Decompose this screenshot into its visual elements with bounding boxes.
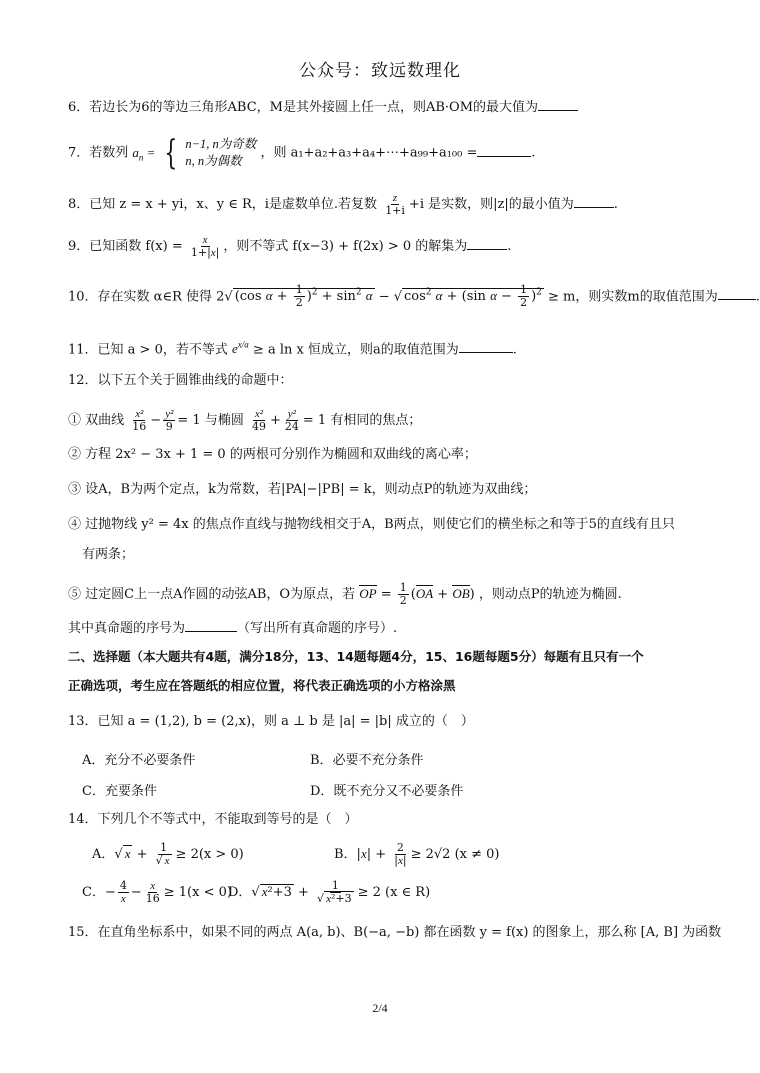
q14-option-b[interactable]: B．|x| + $\frac{2}{|x|}$ ≥ 2√2 (x ≠ 0) xyxy=(334,841,500,867)
q12-proposition-4a: ④ 过抛物线 y² = 4x 的焦点作直线与抛物线相交于A，B两点，则使它们的横坐标之和等于5的直线有且只 xyxy=(68,517,675,532)
q13-stem: 13．已知 a = (1,2), b = (2,x)，则 a ⊥ b 是 |a| = |b| 成立的（ ） xyxy=(68,714,474,729)
q13-option-b[interactable]: B．必要不充分条件 xyxy=(310,753,424,768)
question-11: 11．已知 a > 0，若不等式 $e^{x/a} \ge a$ ln x 恒成立，则a的取值范围为 . xyxy=(68,340,517,358)
q7-case2: n, n为偶数 xyxy=(185,154,242,168)
q14-option-a[interactable]: A．√ x + $\frac{1}{√ x}$ ≥ 2(x > 0) xyxy=(92,841,244,867)
q9-blank[interactable] xyxy=(467,237,507,250)
q12-frac-x2-49: $\frac{\text{x²}}{49}$ xyxy=(251,408,266,433)
q12-proposition-2: ② 方程 2x² − 3x + 1 = 0 的两根可分别作为椭圆和双曲线的离心率； xyxy=(68,447,477,462)
q7-blank[interactable] xyxy=(477,144,531,157)
q12-blank[interactable] xyxy=(185,619,237,632)
q8-text2: +i 是实数，则|z|的最小值为 xyxy=(408,197,574,212)
q11-blank[interactable] xyxy=(459,340,513,353)
page-header: 公众号：致远数理化 xyxy=(299,61,461,81)
q7-tail: ，则 a₁+a₂+a₃+a₄+⋯+a₉₉+a₁₀₀ = xyxy=(260,145,478,161)
q12-frac-y2-9: $\frac{\text{y²}}{9}$ xyxy=(165,408,174,433)
q13-option-c[interactable]: C．充要条件 xyxy=(82,784,157,799)
page-number: 2/4 xyxy=(372,1001,388,1015)
q12-p5b: ，则动点P的轨迹为椭圆. xyxy=(478,587,622,602)
q11-text2: ≥ a ln x 恒成立，则a的取值范围为 xyxy=(252,342,459,358)
q10-expression: 2√ (cos α + $\frac{1}{2}$ )$^2 + \sin^2 \alpha$ − √ $\cos^2 \alpha + (\sin$ α − $\frac{1}{2}$ )$^2$ xyxy=(216,283,542,310)
q13-option-d[interactable]: D．既不充分又不必要条件 xyxy=(310,784,464,799)
q8-blank[interactable] xyxy=(574,195,614,208)
q7-cases xyxy=(185,136,256,170)
q12-proposition-5 xyxy=(68,582,622,607)
q11-text1: 11．已知 a > 0，若不等式 xyxy=(68,342,228,358)
q14-a-tail: ≥ 2(x > 0) xyxy=(175,847,244,862)
section2-line1: 二、选择题（本大题共有4题，满分18分，13、14题每题4分，15、16题每题5分）每题有且只有一个 xyxy=(68,649,644,664)
q10-text1: 10．存在实数 α∈R 使得 xyxy=(68,289,212,305)
q10-text2: ≥ m，则实数m的取值范围为 xyxy=(548,289,718,305)
q12-proposition-3: ③ 设A，B为两个定点，k为常数，若|PA|−|PB| = k，则动点P的轨迹为双曲线； xyxy=(68,482,537,497)
q7-case1: n−1, n为奇数 xyxy=(185,137,257,151)
q14-d-tail: ≥ 2 (x ∈ R) xyxy=(357,885,431,900)
q12-p1b: 与椭圆 xyxy=(204,413,244,428)
question-6 xyxy=(68,98,578,117)
q14-option-c[interactable]: C．− $\frac{4}{x}$ − $\frac{x}{16}$ ≥ 1(x < 0) xyxy=(82,879,232,905)
q12-p1a: ① 双曲线 xyxy=(68,413,125,428)
q14-option-d[interactable]: D．√ x²+3 + $\frac{1}{\text{√ x²+3}}$ ≥ 2 (x ∈ R) xyxy=(228,879,431,905)
question-8: 8．已知 z = x + yi，x、y ∈ R，i是虚数单位.若复数 $\frac{z}{1+i}$ +i 是实数，则|z|的最小值为 . xyxy=(68,192,618,217)
question-15: 15．在直角坐标系中，如果不同的两点 A(a, b)、B(−a, −b) 都在函数 y = f(x) 的图象上，那么称 [A, B] 为函数 xyxy=(68,925,722,940)
q13-option-a[interactable]: A．充分不必要条件 xyxy=(82,753,196,768)
question-7: 7．若数列 $a_n$ = { n−1, n为奇数 n, n为偶数 ，则 a₁+a₂+a₃+a₄+⋯+a₉₉+a₁₀₀ = . xyxy=(68,133,536,173)
q14-c-tail: ≥ 1(x < 0) xyxy=(163,885,232,900)
section2-line2: 正确选项，考生应在答题纸的相应位置，将代表正确选项的小方格涂黑 xyxy=(68,678,456,693)
q7-brace: { xyxy=(163,133,177,173)
question-10: 10．存在实数 α∈R 使得 2√ (cos α + $\frac{1}{2}$ )$^2 + \sin^2 \alpha$ − √ $\cos^2 \alpha + (\sin$ α − $\frac{1}{2}$ )$^2$ ≥ m，则实数m的取值范围为 . xyxy=(68,283,760,310)
q9-text2: ，则不等式 f(x−3) + f(2x) > 0 的解集为 xyxy=(223,239,468,254)
q8-text1: 8．已知 z = x + yi，x、y ∈ R，i是虚数单位.若复数 xyxy=(68,197,378,212)
q12-answer-note: （写出所有真命题的序号）. xyxy=(237,621,398,636)
q12-proposition-4b: 有两条； xyxy=(82,547,135,562)
q7-an: $a_n$ = xyxy=(132,144,156,163)
q8-fraction: $\frac{z}{1+i}$ xyxy=(385,192,405,217)
q12-intro: 12．以下五个关于圆锥曲线的命题中： xyxy=(68,373,293,388)
q7-lead: 7．若数列 xyxy=(68,145,129,161)
question-9: 9．已知函数 f(x) = $\frac{x}{1+|x|}$ ，则不等式 f(x−3) + f(2x) > 0 的解集为 . xyxy=(68,234,512,259)
q12-p1c: 有相同的焦点； xyxy=(330,413,422,428)
q9-fraction: $\frac{x}{1+|x|}$ xyxy=(190,234,220,259)
q6-blank[interactable] xyxy=(538,98,578,111)
q12-p5a: ⑤ 过定圆C上一点A作圆的动弦AB，O为原点，若 xyxy=(68,587,356,602)
q9-text1: 9．已知函数 f(x) = xyxy=(68,239,183,254)
q12-answer xyxy=(68,619,397,638)
q6-text: 6．若边长为6的等边三角形ABC，M是其外接圆上任一点，则AB·OM的最大值为 xyxy=(68,100,539,115)
q14-b-tail: ≥ 2√2 (x ≠ 0) xyxy=(410,847,500,862)
q14-stem: 14．下列几个不等式中，不能取到等号的是（ ） xyxy=(68,812,358,827)
q12-proposition-1: ① 双曲线 $\frac{\text{x²}}{16}$ − $\frac{\text{y²}}{9}$ = 1 与椭圆 $\frac{\text{x²}}{49}$ + $\frac{\text{y²}}{24}$ = 1 有相同的焦点； xyxy=(68,408,422,433)
q12-frac-y2-24: $\frac{\text{y²}}{24}$ xyxy=(284,408,299,433)
q10-blank[interactable] xyxy=(718,287,756,300)
q12-frac-x2-16: $\frac{\text{x²}}{16}$ xyxy=(132,408,147,433)
q11-exp: $e^{x/a}$ xyxy=(232,340,249,357)
q12-answer-label: 其中真命题的序号为 xyxy=(68,621,186,636)
q12-p5-formula: OP = $\frac{1}{2}$ (OA + OB) xyxy=(359,581,475,607)
